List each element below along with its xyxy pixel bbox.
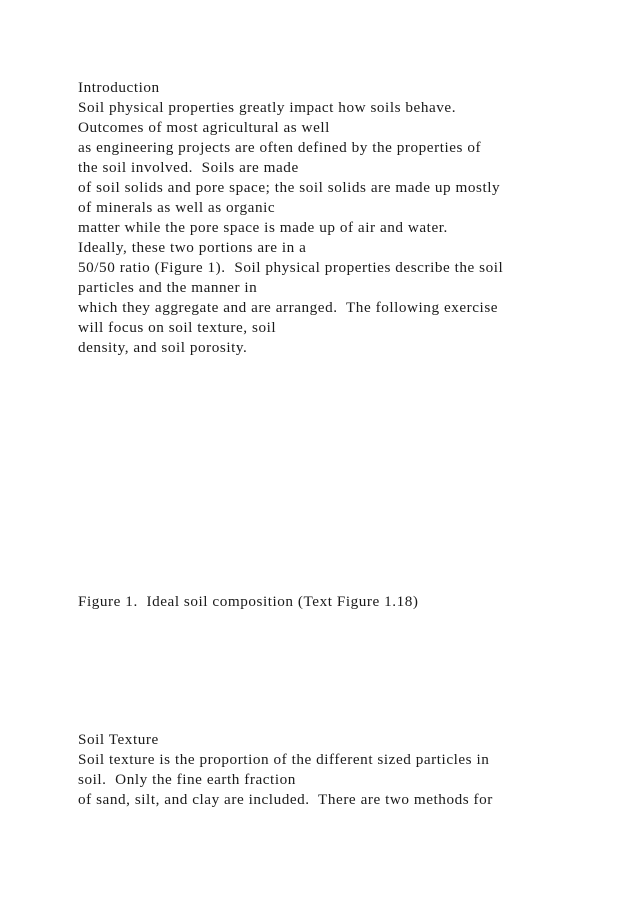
body-text-line: soil. Only the fine earth fraction: [78, 771, 296, 788]
body-text-line: density, and soil porosity.: [78, 339, 248, 356]
body-text-line: of sand, silt, and clay are included. There are two methods for: [78, 791, 493, 808]
body-text-line: which they aggregate and are arranged. The following exercise: [78, 299, 499, 316]
body-text-line: particles and the manner in: [78, 279, 258, 296]
body-text-line: as engineering projects are often defined by the properties of: [78, 139, 482, 156]
body-text-line: Ideally, these two portions are in a: [78, 239, 307, 256]
body-text-line: will focus on soil texture, soil: [78, 319, 277, 336]
body-text-line: Soil texture is the proportion of the different sized particles in: [78, 751, 490, 768]
section-heading-soil-texture: Soil Texture: [78, 731, 159, 748]
section-heading-introduction: Introduction: [78, 79, 160, 96]
body-text-line: of soil solids and pore space; the soil solids are made up mostly: [78, 179, 501, 196]
body-text-line: matter while the pore space is made up of air and water.: [78, 219, 448, 236]
body-text-line: 50/50 ratio (Figure 1). Soil physical properties describe the soil: [78, 259, 504, 276]
body-text-line: Outcomes of most agricultural as well: [78, 119, 330, 136]
figure-caption: Figure 1. Ideal soil composition (Text Figure 1.18): [78, 593, 419, 610]
body-text-line: Soil physical properties greatly impact how soils behave.: [78, 99, 457, 116]
body-text-line: of minerals as well as organic: [78, 199, 276, 216]
body-text-line: the soil involved. Soils are made: [78, 159, 299, 176]
